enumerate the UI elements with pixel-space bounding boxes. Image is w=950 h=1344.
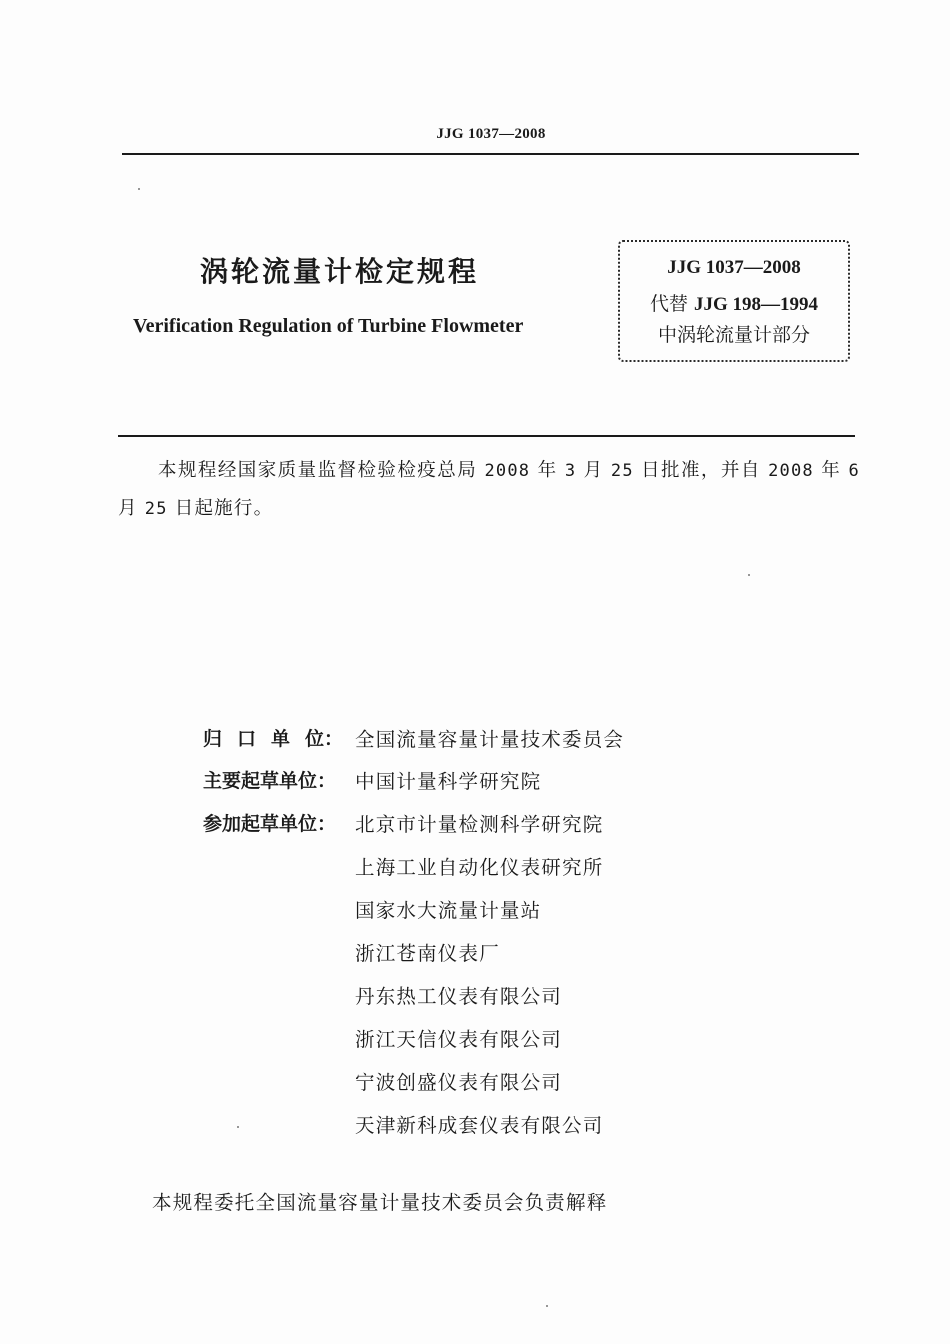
approval-text: 年 <box>537 460 558 481</box>
replaces-code: JJG 198—1994 <box>694 294 819 315</box>
approval-text: 日批准，并自 <box>641 460 761 481</box>
effective-month: 6 <box>848 461 860 481</box>
responsible-unit-value: 全国流量容量计量技术委员会 <box>355 728 625 751</box>
participants-label: 参加起草单位： <box>203 813 337 835</box>
effective-year: 2008 <box>768 461 814 481</box>
participant-item: 丹东热工仪表有限公司 <box>355 985 563 1008</box>
standard-code-text: JJG 1037—2008 <box>667 257 801 278</box>
label-char: 口 <box>236 728 256 750</box>
participant-item: 天津新科成套仪表有限公司 <box>355 1114 604 1137</box>
approval-text: 月 <box>583 460 604 481</box>
participant-item: 浙江苍南仪表厂 <box>355 942 500 965</box>
title-rule <box>118 435 855 437</box>
scan-speck <box>138 188 140 190</box>
scan-speck <box>546 1305 548 1307</box>
approval-day: 25 <box>610 461 634 481</box>
main-drafter-label: 主要起草单位： <box>203 770 337 792</box>
effective-day: 25 <box>144 499 168 519</box>
approval-month: 3 <box>564 461 577 481</box>
standard-code <box>618 256 850 279</box>
participant-item: 国家水大流量计量站 <box>355 899 542 922</box>
title-chinese: 涡轮流量计检定规程 <box>200 255 480 288</box>
scan-speck <box>237 1126 239 1128</box>
replaces-prefix: 代替 <box>649 293 688 315</box>
label-char: 位： <box>304 728 343 750</box>
participant-item: 浙江天信仪表有限公司 <box>355 1028 563 1051</box>
participant-item: 上海工业自动化仪表研究所 <box>355 856 604 879</box>
approval-text: 本规程经国家质量监督检验检疫总局 <box>158 460 478 481</box>
interpretation-note: 本规程委托全国流量容量计量技术委员会负责解释 <box>152 1191 608 1214</box>
participant-item: 北京市计量检测科学研究院 <box>355 813 604 836</box>
approval-text: 年 <box>821 460 842 481</box>
approval-text: 月 <box>118 498 138 519</box>
participant-item: 宁波创盛仪表有限公司 <box>355 1071 563 1094</box>
label-char: 归 <box>203 728 223 750</box>
header-standard-code: JJG 1037—2008 <box>436 126 546 142</box>
approval-text: 日起施行。 <box>174 498 274 519</box>
main-drafter-value: 中国计量科学研究院 <box>355 770 542 793</box>
replaces-line <box>618 289 850 316</box>
replaces-part: 中涡轮流量计部分 <box>657 324 810 346</box>
approval-year: 2008 <box>484 461 531 481</box>
header-rule <box>122 153 859 155</box>
title-english: Verification Regulation of Turbine Flowmeter <box>133 315 524 337</box>
approval-paragraph <box>118 452 860 528</box>
scan-speck <box>748 574 750 576</box>
label-char: 单 <box>270 728 290 750</box>
responsible-unit-label <box>203 724 343 751</box>
